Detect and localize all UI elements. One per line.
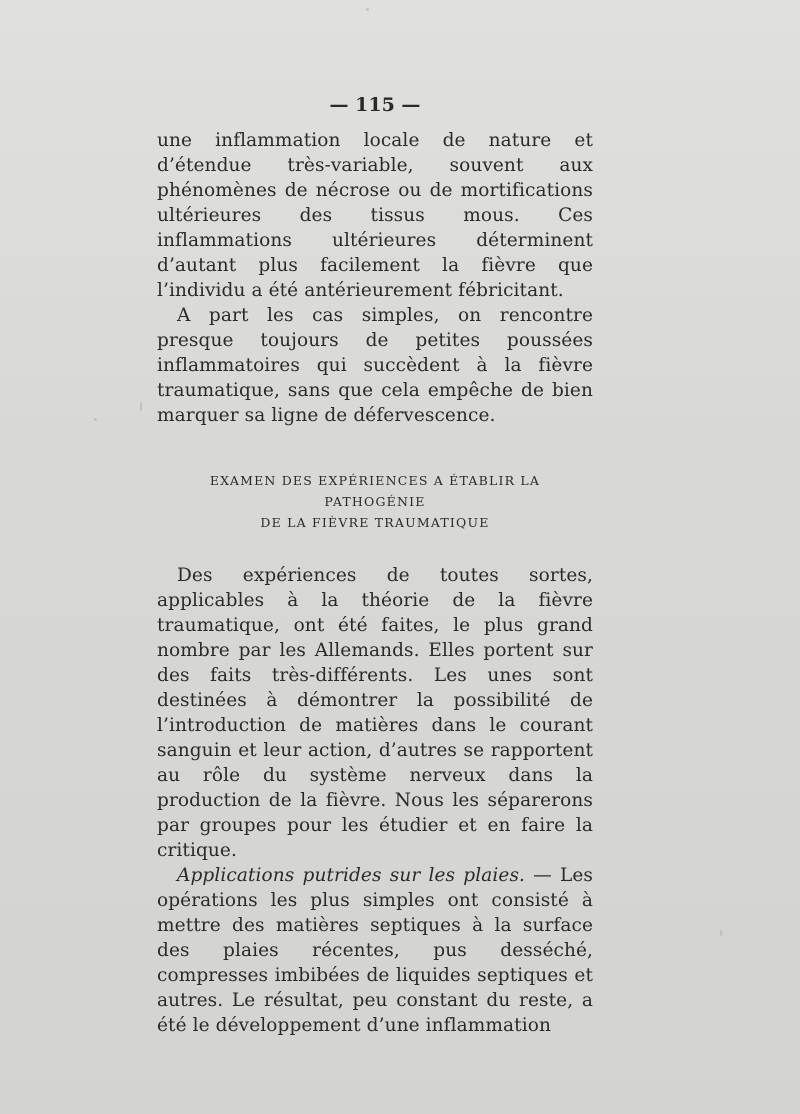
paragraph-2: A part les cas simples, on rencontre presque toujours de petites poussées inflammatoires qui succèdent à la fièvre traumatique, sans que cela empêche de bien marquer sa ligne de défervescence. [157, 305, 593, 426]
paragraph-4 [157, 863, 593, 1038]
section-heading-line-2: DE LA FIÈVRE TRAUMATIQUE [260, 515, 490, 530]
paragraph-4-title: Applications putrides sur les plaies. [177, 865, 526, 886]
paragraph-3: Des expériences de toutes sortes, applicables à la théorie de la fièvre traumatique, ont été faites, le plus grand nombre par les Allemands. Elles portent sur des faits très-différents. Les unes sont destinées à démontrer la possibilité de l’introduction de matières dans le courant sanguin et leur action, d’autres se rapportent au rôle du système nerveux dans la production de la fièvre. Nous les séparerons par groupes pour les étudier et en faire la critique. [157, 565, 593, 861]
paper-speck [720, 930, 722, 936]
page-text [157, 92, 593, 1038]
page-number: — 115 — [329, 94, 421, 116]
paper-speck [140, 402, 142, 411]
paragraph-4-text: — Les opérations les plus simples ont consisté à mettre des matières septiques à la surface des plaies récentes, pus desséché, compresses imbibées de liquides septiques et autres. Le résultat, peu constant du reste, a été le développement d’une inflammation [157, 865, 593, 1036]
paper-speck [94, 418, 97, 421]
section-heading-line-1: EXAMEN DES EXPÉRIENCES A ÉTABLIR LA PATHOGÉNIE [209, 473, 541, 509]
paragraph-1: une inflammation locale de nature et d’étendue très-variable, souvent aux phénomènes de nécrose ou de mortifications ultérieures des tissus mous. Ces inflammations ultérieures déterminent d’autant plus facilement la fièvre que l’individu a été antérieurement fébricitant. [157, 130, 593, 301]
paper-speck [366, 8, 369, 11]
section-heading [157, 470, 593, 533]
